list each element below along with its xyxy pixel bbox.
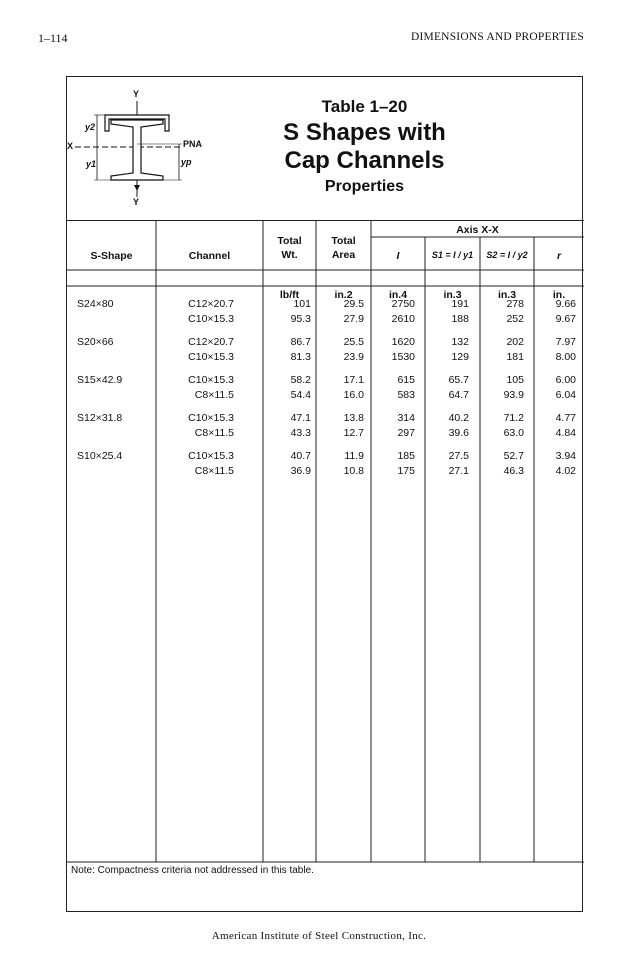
cell-wt: 47.1 — [290, 412, 311, 424]
col-group-axis-xx: Axis X-X — [456, 224, 499, 236]
diagram-label-y1: y1 — [86, 159, 97, 169]
cell-i: 615 — [397, 374, 415, 386]
cell-wt: 95.3 — [290, 313, 311, 325]
cell-r: 6.04 — [555, 389, 576, 401]
cell-s2: 105 — [506, 374, 524, 386]
cell-channel: C10×15.3 — [188, 351, 234, 363]
unit-r: in. — [552, 289, 566, 301]
cell-s1: 65.7 — [448, 374, 469, 386]
table-subtitle: Properties — [324, 178, 405, 195]
cell-channel: C8×11.5 — [194, 427, 234, 439]
cell-area: 12.7 — [343, 427, 364, 439]
cell-wt: 54.4 — [290, 389, 311, 401]
cell-wt: 40.7 — [290, 450, 311, 462]
cell-s1: 40.2 — [448, 412, 469, 424]
cell-s1: 188 — [451, 313, 469, 325]
cell-i: 175 — [397, 465, 415, 477]
cell-s1: 27.5 — [448, 450, 469, 462]
cell-s1: 39.6 — [448, 427, 469, 439]
col-header-total-area-2: Area — [331, 249, 356, 261]
cell-i: 583 — [397, 389, 415, 401]
unit-s1: in.3 — [443, 289, 462, 301]
cell-channel: C10×15.3 — [188, 450, 234, 462]
unit-area: in.2 — [334, 289, 353, 301]
cell-s2: 278 — [506, 298, 524, 310]
cell-s1: 27.1 — [448, 465, 469, 477]
cell-s1: 191 — [451, 298, 469, 310]
cell-wt: 101 — [293, 298, 311, 310]
cell-i: 2750 — [391, 298, 415, 310]
unit-i: in.4 — [388, 289, 408, 301]
cell-wt: 43.3 — [290, 427, 311, 439]
cell-s2: 46.3 — [503, 465, 524, 477]
diagram-label-pna: PNA — [183, 139, 203, 149]
diagram-label-y2: y2 — [85, 122, 96, 132]
cell-area: 17.1 — [343, 374, 364, 386]
col-header-s1: S1 = I / y1 — [431, 250, 474, 260]
cell-s2: 52.7 — [503, 450, 524, 462]
cell-r: 9.66 — [555, 298, 576, 310]
cell-wt: 81.3 — [290, 351, 311, 363]
title-block — [67, 77, 584, 220]
cell-area: 29.5 — [343, 298, 364, 310]
cell-s-shape: S24×80 — [77, 298, 114, 310]
cell-area: 13.8 — [343, 412, 364, 424]
diagram-label-y-bottom: Y — [133, 197, 140, 207]
cell-i: 1530 — [391, 351, 415, 363]
col-header-channel: Channel — [188, 250, 231, 262]
cell-channel: C10×15.3 — [188, 374, 234, 386]
cell-wt: 86.7 — [290, 336, 311, 348]
cell-s2: 252 — [506, 313, 524, 325]
cell-channel: C10×15.3 — [188, 412, 234, 424]
cell-channel: C8×11.5 — [194, 465, 234, 477]
cell-channel: C8×11.5 — [194, 389, 234, 401]
cell-i: 297 — [397, 427, 415, 439]
cell-area: 11.9 — [344, 450, 364, 462]
diagram-label-yp: yp — [181, 157, 192, 167]
running-head: DIMENSIONS AND PROPERTIES — [411, 31, 584, 43]
table-frame — [66, 76, 583, 912]
cell-s1: 132 — [451, 336, 469, 348]
col-header-s2: S2 = I / y2 — [486, 250, 528, 260]
cell-s-shape: S12×31.8 — [77, 412, 123, 424]
cell-area: 10.8 — [343, 465, 364, 477]
cell-s2: 93.9 — [503, 389, 524, 401]
col-header-total-wt-2: Wt. — [281, 249, 298, 261]
col-header-r: r — [556, 250, 562, 262]
cell-r: 4.84 — [555, 427, 576, 439]
cell-r: 4.02 — [555, 465, 576, 477]
cell-s-shape: S15×42.9 — [77, 374, 123, 386]
diagram-label-y-top: Y — [133, 89, 140, 99]
cell-channel: C12×20.7 — [188, 336, 234, 348]
cell-i: 185 — [397, 450, 415, 462]
col-header-total-area-1: Total — [331, 235, 356, 247]
cell-i: 2610 — [391, 313, 415, 325]
cell-r: 9.67 — [555, 313, 576, 325]
page-number: 1–114 — [38, 31, 68, 45]
cell-r: 7.97 — [555, 336, 576, 348]
cell-area: 16.0 — [343, 389, 364, 401]
cell-channel: C10×15.3 — [188, 313, 234, 325]
col-header-s-shape: S-Shape — [90, 250, 133, 262]
col-header-total-wt-1: Total — [277, 235, 302, 247]
cell-area: 23.9 — [343, 351, 364, 363]
cell-r: 3.94 — [555, 450, 576, 462]
diagram-label-x: X — [67, 141, 74, 151]
cell-s2: 63.0 — [503, 427, 524, 439]
cell-s2: 202 — [506, 336, 524, 348]
table-title-line2: Cap Channels — [284, 147, 445, 174]
section-diagram — [67, 87, 242, 212]
cell-s-shape: S10×25.4 — [77, 450, 123, 462]
cell-area: 25.5 — [343, 336, 364, 348]
page-footer: American Institute of Steel Construction, Inc. — [211, 930, 427, 942]
cell-s1: 64.7 — [448, 389, 469, 401]
cell-s2: 71.2 — [503, 412, 524, 424]
unit-s2: in.3 — [497, 289, 517, 301]
cell-s1: 129 — [451, 351, 469, 363]
col-header-i: I — [396, 250, 400, 262]
cell-r: 6.00 — [555, 374, 576, 386]
cell-wt: 36.9 — [290, 465, 311, 477]
cell-r: 8.00 — [555, 351, 576, 363]
cell-i: 314 — [397, 412, 415, 424]
table-title-line1: S Shapes with — [283, 119, 446, 146]
cell-i: 1620 — [391, 336, 415, 348]
cell-s-shape: S20×66 — [77, 336, 114, 348]
table-note: Note: Compactness criteria not addressed in this table. — [71, 865, 314, 876]
table-number: Table 1–20 — [321, 97, 408, 116]
cell-r: 4.77 — [555, 412, 576, 424]
cell-area: 27.9 — [343, 313, 364, 325]
cell-wt: 58.2 — [290, 374, 311, 386]
cell-channel: C12×20.7 — [188, 298, 234, 310]
cell-s2: 181 — [506, 351, 524, 363]
unit-wt: lb/ft — [279, 289, 300, 301]
